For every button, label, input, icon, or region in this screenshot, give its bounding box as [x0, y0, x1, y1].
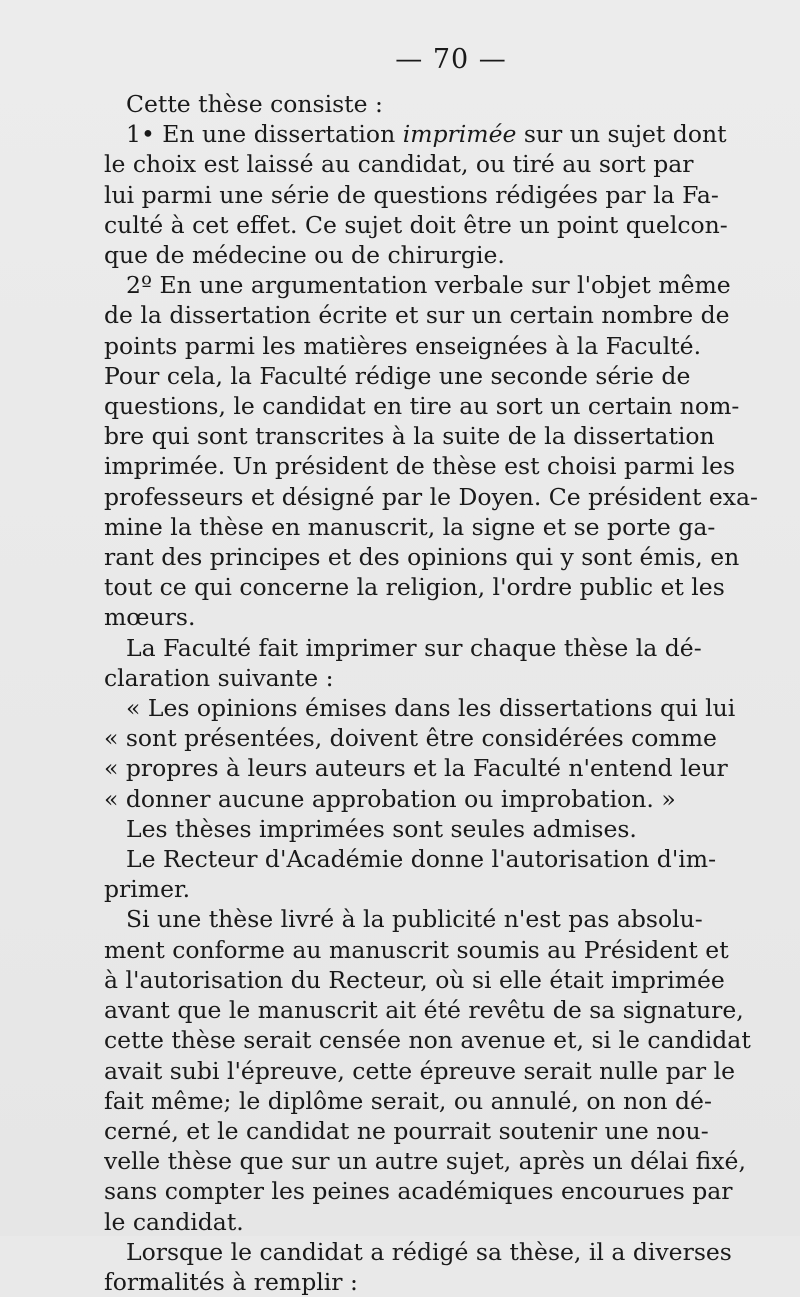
- text-line: Les thèses imprimées sont seules admises.: [126, 814, 637, 843]
- text-line: cerné, et le candidat ne pourrait soutenir une nou-: [104, 1116, 709, 1145]
- text-line: questions, le candidat en tire au sort un certain nom-: [104, 392, 740, 421]
- text-line: cette thèse serait censée non avenue et, si le candidat: [104, 1026, 751, 1055]
- text-line: de la dissertation écrite et sur un certain nombre de: [104, 301, 730, 330]
- text-line: le choix est laissé au candidat, ou tiré au sort par: [104, 150, 694, 179]
- text-line: le candidat.: [104, 1207, 244, 1236]
- text-line: tout ce qui concerne la religion, l'ordre public et les: [104, 573, 725, 602]
- text-line: « Les opinions émises dans les dissertations qui lui: [126, 694, 736, 723]
- text-line: culté à cet effet. Ce sujet doit être un point quelcon-: [104, 210, 728, 239]
- text-line: Le Recteur d'Académie donne l'autorisation d'im-: [126, 845, 717, 874]
- text-line: 2º En une argumentation verbale sur l'objet même: [126, 271, 731, 300]
- text-line: ment conforme au manuscrit soumis au Président et: [104, 935, 729, 964]
- text-line: Cette thèse consiste :: [126, 90, 383, 118]
- text-line: mœurs.: [104, 603, 196, 632]
- text-line: Pour cela, la Faculté rédige une seconde série de: [104, 361, 691, 390]
- text-line: claration suivante :: [104, 663, 334, 692]
- text-line: « propres à leurs auteurs et la Faculté n'entend leur: [104, 754, 728, 783]
- text-line: velle thèse que sur un autre sujet, après un délai fixé,: [104, 1147, 746, 1176]
- page-number: — 70 —: [395, 44, 507, 75]
- text-line: Lorsque le candidat a rédigé sa thèse, il a diverses: [126, 1237, 732, 1266]
- text-line: sans compter les peines académiques encourues par: [104, 1177, 733, 1206]
- text-line: formalités à remplir :: [104, 1267, 358, 1296]
- text-line: La Faculté fait imprimer sur chaque thèse la dé-: [126, 633, 702, 662]
- text-line: imprimée. Un président de thèse est choisi parmi les: [104, 452, 736, 481]
- text-line: bre qui sont transcrites à la suite de la dissertation: [104, 422, 715, 451]
- text-line: lui parmi une série de questions rédigées par la Fa-: [104, 180, 719, 209]
- text-line: primer.: [104, 875, 191, 904]
- text-line: avait subi l'épreuve, cette épreuve serait nulle par le: [104, 1056, 735, 1085]
- text-line: rant des principes et des opinions qui y sont émis, en: [104, 543, 740, 572]
- text-line: Si une thèse livré à la publicité n'est pas absolu-: [126, 905, 703, 934]
- text-line: fait même; le diplôme serait, ou annulé, on non dé-: [104, 1086, 712, 1115]
- text-line: mine la thèse en manuscrit, la signe et se porte ga-: [104, 512, 716, 541]
- text-line: « sont présentées, doivent être considérées comme: [104, 724, 717, 753]
- text-line: à l'autorisation du Recteur, où si elle était imprimée: [104, 965, 725, 994]
- text-line: points parmi les matières enseignées à la Faculté.: [104, 331, 702, 360]
- text-line: avant que le manuscrit ait été revêtu de sa signature,: [104, 996, 744, 1025]
- text-line: 1• En une dissertation imprimée sur un sujet dont: [126, 120, 727, 149]
- text-line: « donner aucune approbation ou improbation. »: [104, 784, 676, 813]
- body-text: [104, 89, 758, 1297]
- text-line: que de médecine ou de chirurgie.: [104, 241, 505, 270]
- text-line: professeurs et désigné par le Doyen. Ce président exa-: [104, 482, 758, 511]
